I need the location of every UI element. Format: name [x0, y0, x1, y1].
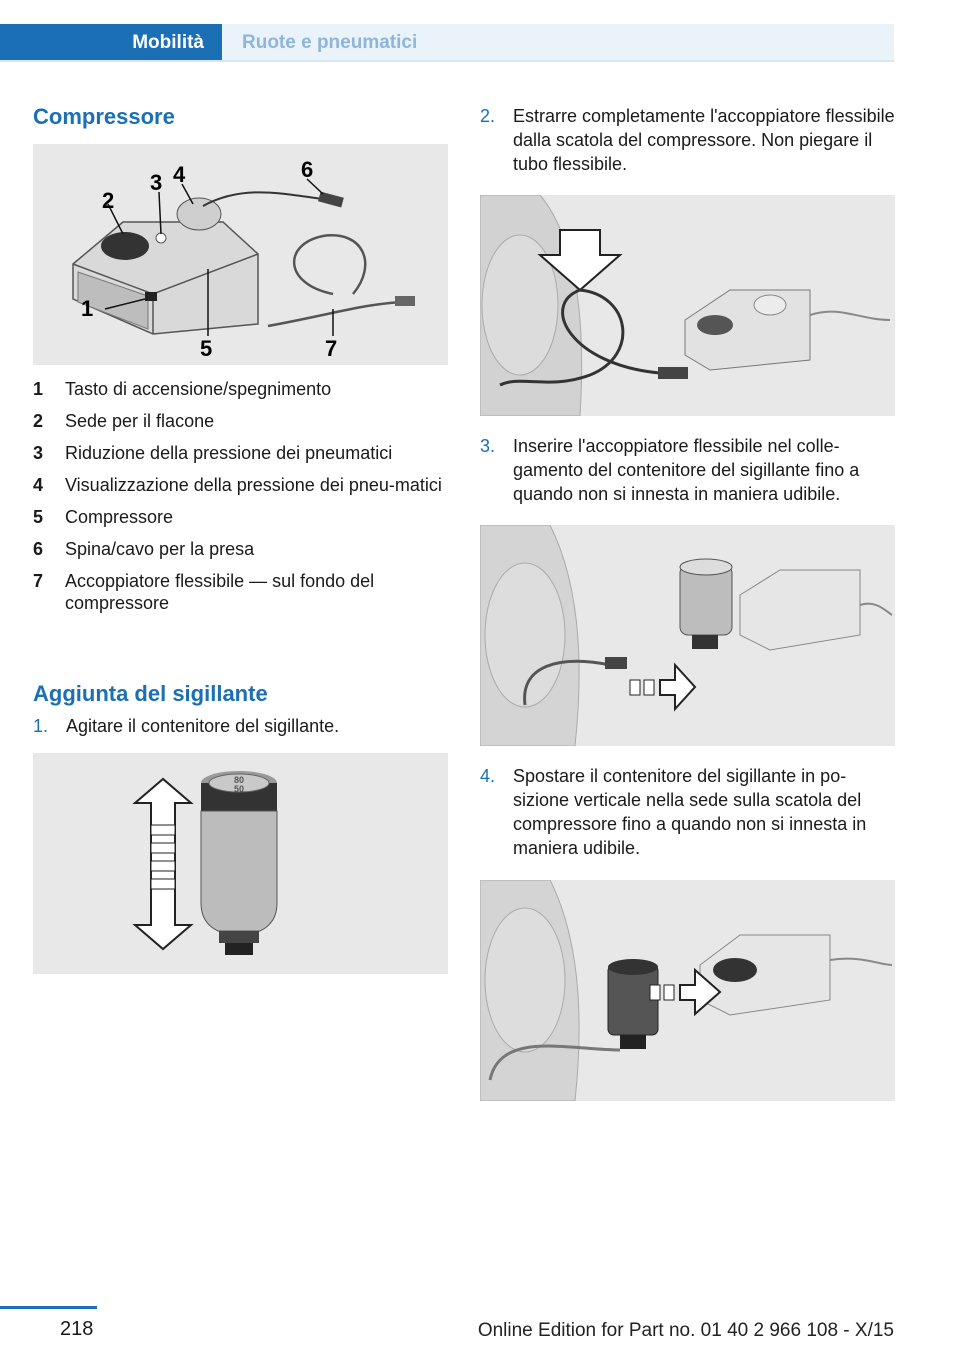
- legend-text: Spina/cavo per la presa: [65, 539, 255, 559]
- fig-label-5: 5: [200, 336, 213, 361]
- tab-mobilita-label: Mobilità: [132, 32, 204, 53]
- legend-text: Sede per il flacone: [65, 411, 215, 431]
- compressor-legend: [33, 378, 448, 624]
- tab-ruote-label: Ruote e pneumatici: [242, 32, 418, 53]
- bottle-label-50: 50: [233, 784, 245, 794]
- step-number: 4.: [480, 766, 496, 786]
- tab-ruote-pneumatici[interactable]: [222, 24, 894, 62]
- legend-item: [33, 442, 448, 464]
- legend-text: Accoppiatore flessibile — sul fondo del compressore: [65, 571, 375, 613]
- place-bottle-figure: [480, 880, 895, 1101]
- page-number: 218: [60, 1318, 94, 1340]
- legend-item: [33, 506, 448, 528]
- legend-text: Tasto di accensione/spegnimento: [65, 379, 332, 399]
- edition-footer: Online Edition for Part no. 01 40 2 966 108 - X/15: [477, 1320, 894, 1341]
- fig-label-4: 4: [173, 162, 186, 187]
- shake-bottle-figure: [33, 753, 448, 974]
- header-divider: [0, 60, 894, 62]
- connect-hose-figure: [480, 525, 895, 746]
- legend-num: 6: [33, 539, 44, 559]
- legend-text: Riduzione della pressione dei pneumatici: [65, 443, 393, 463]
- legend-num: 3: [33, 443, 44, 463]
- legend-item: [33, 378, 448, 400]
- tab-mobilita[interactable]: [0, 24, 222, 62]
- legend-item: [33, 538, 448, 560]
- legend-text: Visualizzazione della pressione dei pneu-matici: [65, 475, 442, 495]
- step-number: 1.: [33, 716, 49, 736]
- step-number: 2.: [480, 106, 496, 126]
- legend-num: 1: [33, 379, 44, 399]
- step-text: Inserire l'accoppiatore flessibile nel colle-gamento del contenitore del sigillante fino a quando non si innesta in maniera udibile.: [513, 436, 860, 504]
- compressor-figure: [33, 144, 448, 365]
- heading-aggiunta-sigillante: Aggiunta del sigillante: [33, 681, 268, 706]
- legend-num: 2: [33, 411, 44, 431]
- fig-label-6: 6: [301, 157, 314, 182]
- legend-num: 5: [33, 507, 44, 527]
- step-text: Estrarre completamente l'accoppiatore flessibile dalla scatola del compressore. Non piegare il tubo flessibile.: [513, 106, 895, 174]
- fig-label-7: 7: [325, 336, 338, 361]
- fig-label-1: 1: [81, 296, 94, 321]
- step-text: Agitare il contenitore del sigillante.: [66, 716, 340, 736]
- step-4: [480, 764, 895, 860]
- legend-num: 7: [33, 571, 44, 591]
- step-1: [33, 714, 448, 738]
- heading-compressore: Compressore: [33, 104, 175, 129]
- page-number-rule: [0, 1306, 97, 1309]
- bottle-label-80: 80: [233, 775, 245, 785]
- step-3: [480, 434, 895, 506]
- legend-num: 4: [33, 475, 44, 495]
- legend-item: [33, 570, 448, 614]
- step-text: Spostare il contenitore del sigillante in po-sizione verticale nella sede sulla scatola del compressore fino a quando non si innesta in maniera udibile.: [513, 766, 867, 858]
- legend-item: [33, 474, 448, 496]
- step-2: [480, 104, 895, 176]
- fig-label-3: 3: [150, 170, 163, 195]
- extract-hose-figure: [480, 195, 895, 416]
- step-number: 3.: [480, 436, 496, 456]
- fig-label-2: 2: [102, 188, 115, 213]
- legend-text: Compressore: [65, 507, 174, 527]
- legend-item: [33, 410, 448, 432]
